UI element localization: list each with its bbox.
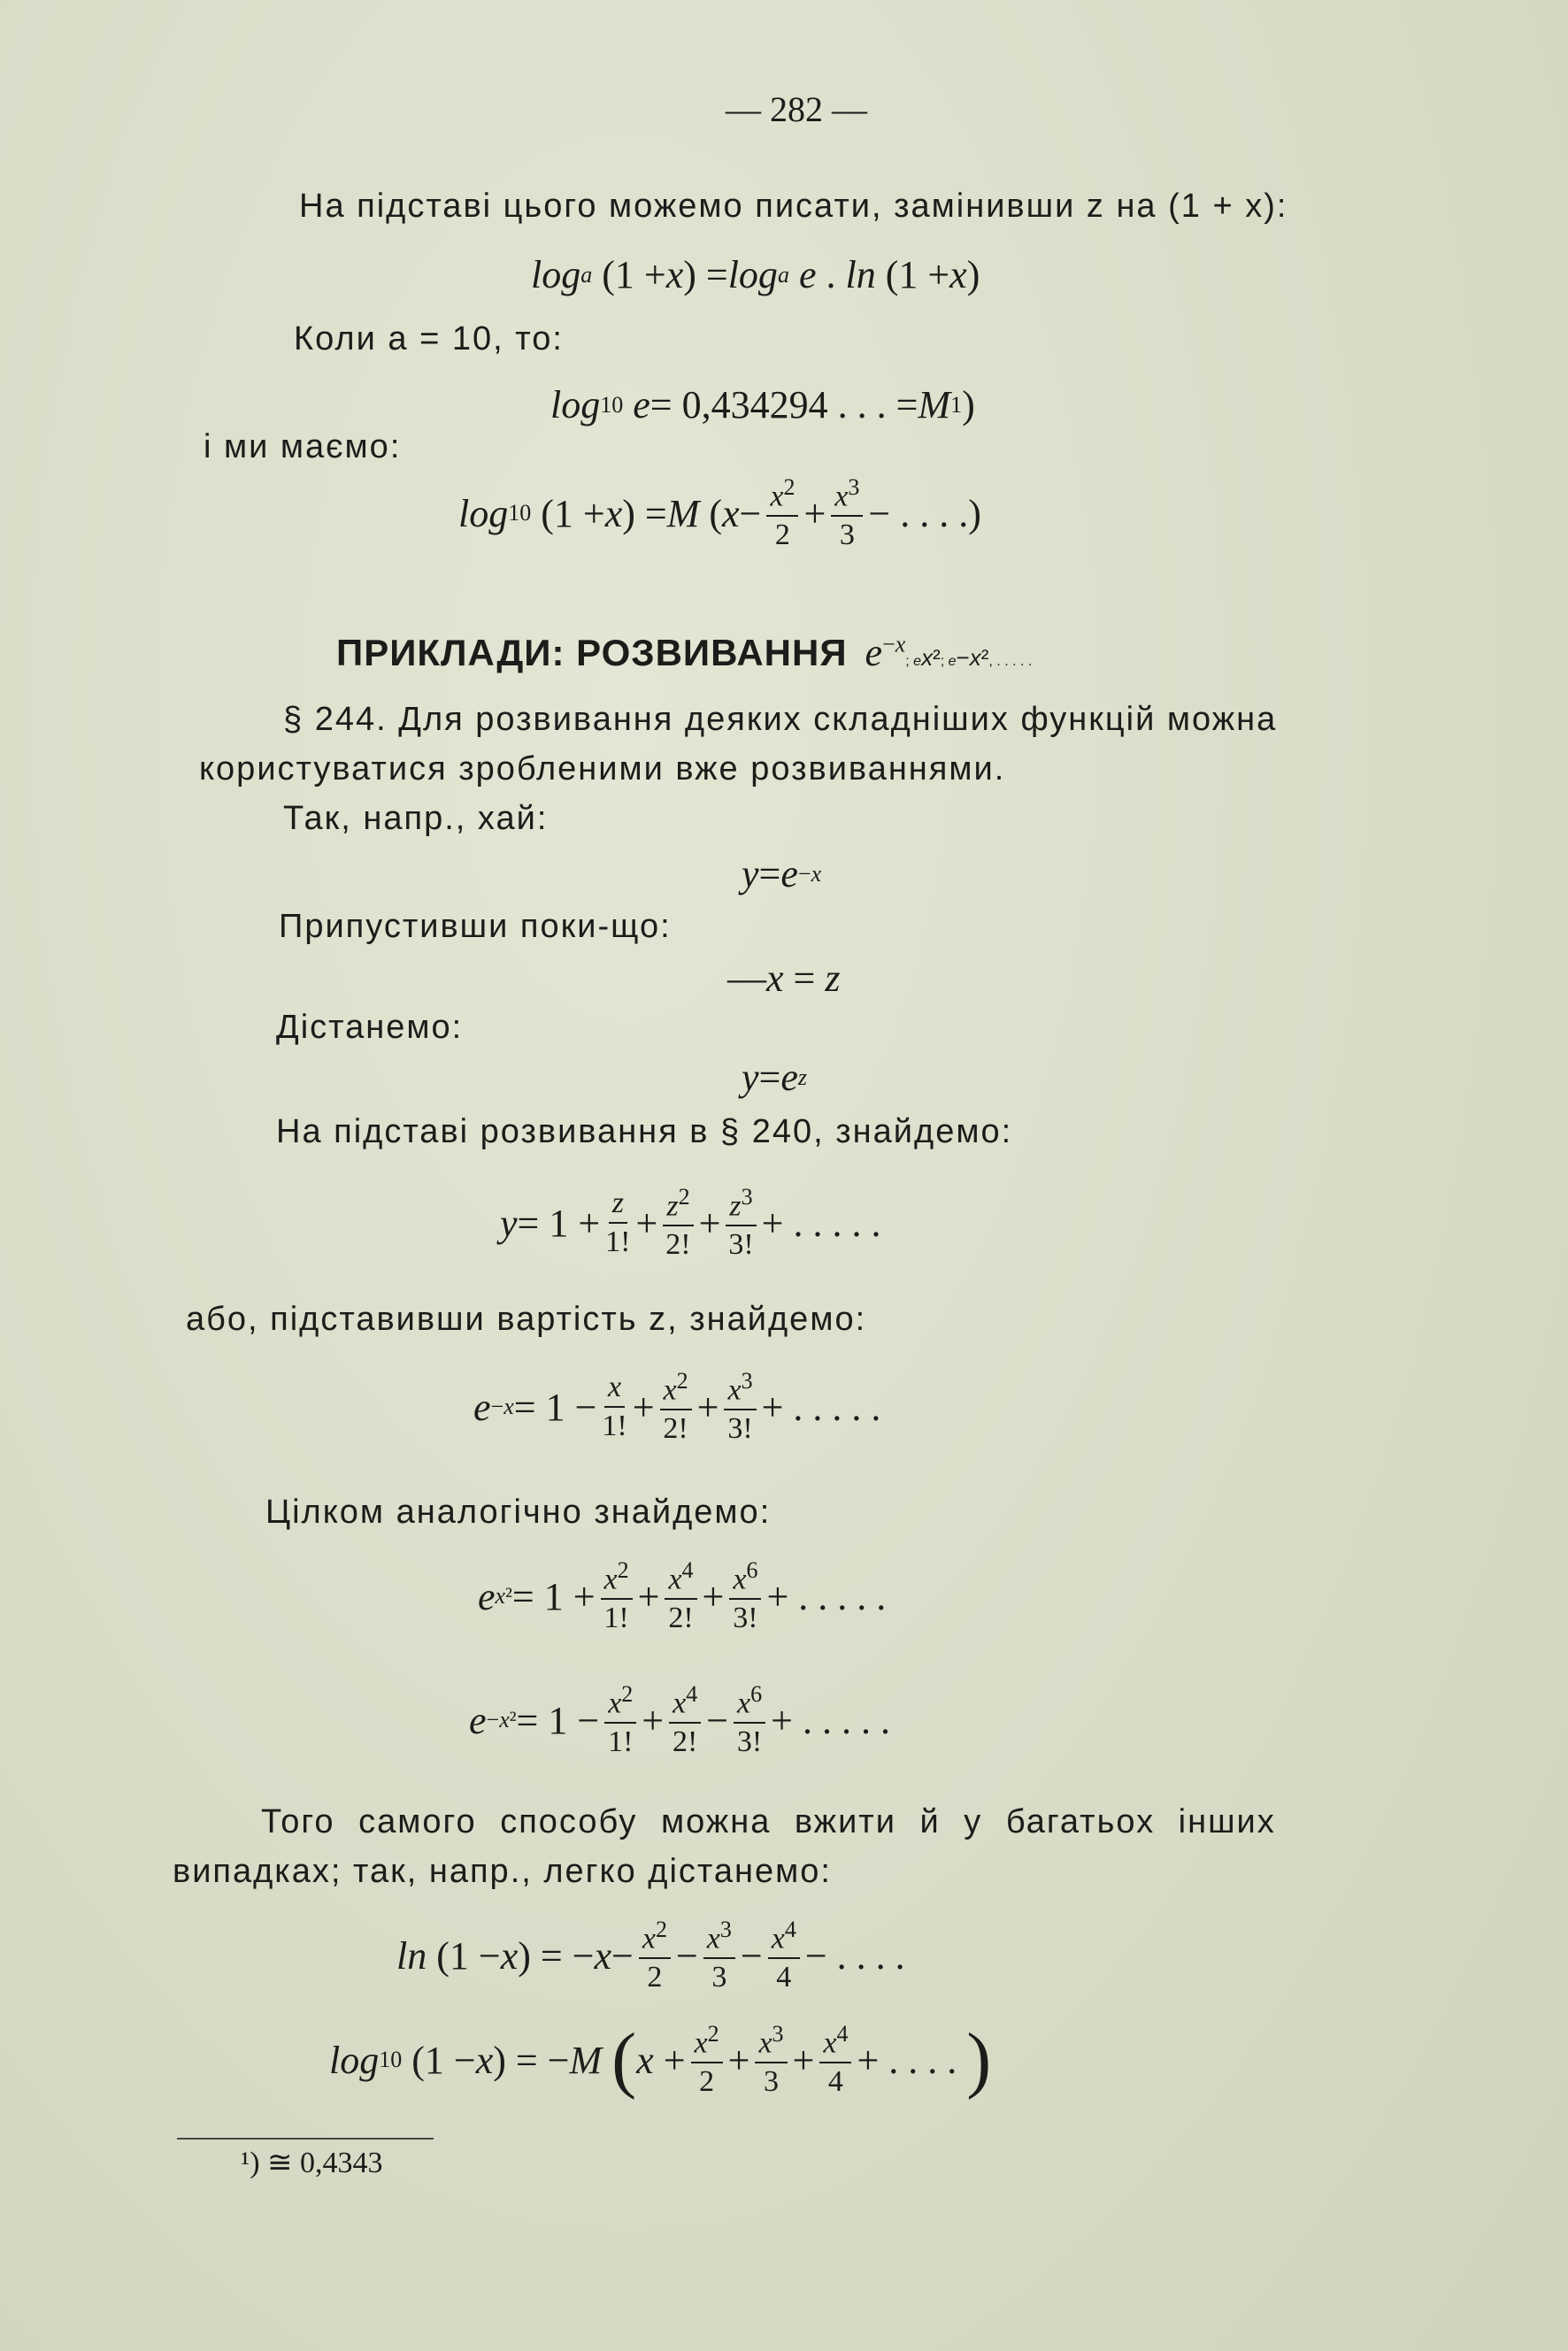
equation-log10-series: log 10 (1 + x ) = M ( x − $\frac{x^2}{2}$ + $\frac{x^3}{3}$ − . . . .) — [458, 474, 981, 552]
paragraph-244-line-1: § 244. Для розвивання деяких складніших функцій можна — [283, 701, 1278, 738]
page-number: — 282 — — [726, 89, 867, 129]
equation-series-e-neg-x: e −x = 1 − $\frac{x}{1!}$ + $\frac{x^2}{2!}$ + $\frac{x^3}{3!}$ + . . . . . — [473, 1368, 881, 1446]
paragraph-analogous: Цілком аналогічно знайдемо: — [265, 1494, 772, 1531]
equation-log10-1-minus-x: log 10 (1 − x ) = − M ( x + $\frac{x^2}{2}$ + $\frac{x^3}{3}$ + $\frac{x^4}{4}$ + . . . . ) — [329, 2018, 992, 2101]
footnote-rule — [177, 2138, 434, 2140]
equation-y-e-neg-x: y = e −x — [742, 852, 822, 895]
paragraph-same-method-line-2: випадках; так, напр., легко дістанемо: — [173, 1853, 832, 1890]
intro-line-1: На підставі цього можемо писати, замінивши z на (1 + x): — [299, 188, 1288, 225]
equation-log-a: log a (1 + x ) = log a e . ln (1 + x ) — [531, 253, 980, 296]
paragraph-substitute: або, підставивши вартість z, знайдемо: — [186, 1301, 867, 1338]
equation-log10-e: log 10 e = 0,434294 . . . = M 1 ) — [550, 383, 975, 426]
equation-ln-series: ln (1 − x ) = − x − $\frac{x^2}{2}$ − $\frac{x^3}{3}$ − $\frac{x^4}{4}$ − . . . . — [396, 1917, 905, 1994]
heading-text: ПРИКЛАДИ: РОЗВИВАННЯ — [336, 632, 848, 673]
paragraph-assume: Припустивши поки-що: — [279, 908, 672, 945]
equation-series-z: y = 1 + $\frac{z}{1!}$ + $\frac{z^2}{2!}$ + $\frac{z^3}{3!}$ + . . . . . — [500, 1184, 881, 1262]
intro-line-2: Коли a = 10, то: — [294, 320, 564, 357]
section-heading: ПРИКЛАДИ: РОЗВИВАННЯ $e^{-x}$ ; e x² ; e −x² , . . . . . — [336, 631, 1033, 674]
paragraph-basis: На підставі розвивання в § 240, знайдемо: — [276, 1113, 1013, 1150]
heading-math: $e^{-x}$ — [865, 631, 906, 674]
paragraph-same-method-line-1: Того самого способу можна вжити й у багатьох інших — [261, 1803, 1276, 1840]
equation-y-e-z: y = e z — [742, 1056, 808, 1099]
paragraph-let: Так, напр., хай: — [283, 800, 549, 837]
equation-series-e-x2: e x² = 1 + $\frac{x^2}{1!}$ + $\frac{x^4}{2!}$ + $\frac{x^6}{3!}$ + . . . . . — [478, 1557, 887, 1635]
footnote: ¹) ≅ 0,4343 — [241, 2147, 383, 2179]
intro-line-3: і ми маємо: — [204, 428, 402, 465]
paragraph-obtain: Дістанемо: — [276, 1009, 464, 1046]
equation-substitution: — x = z — [727, 957, 841, 1000]
equation-series-e-neg-x2: e −x² = 1 − $\frac{x^2}{1!}$ + $\frac{x^4}{2!}$ − $\frac{x^6}{3!}$ + . . . . . — [469, 1681, 890, 1759]
paragraph-244-line-2: користуватися зробленими вже розвиваннями. — [199, 750, 1006, 788]
